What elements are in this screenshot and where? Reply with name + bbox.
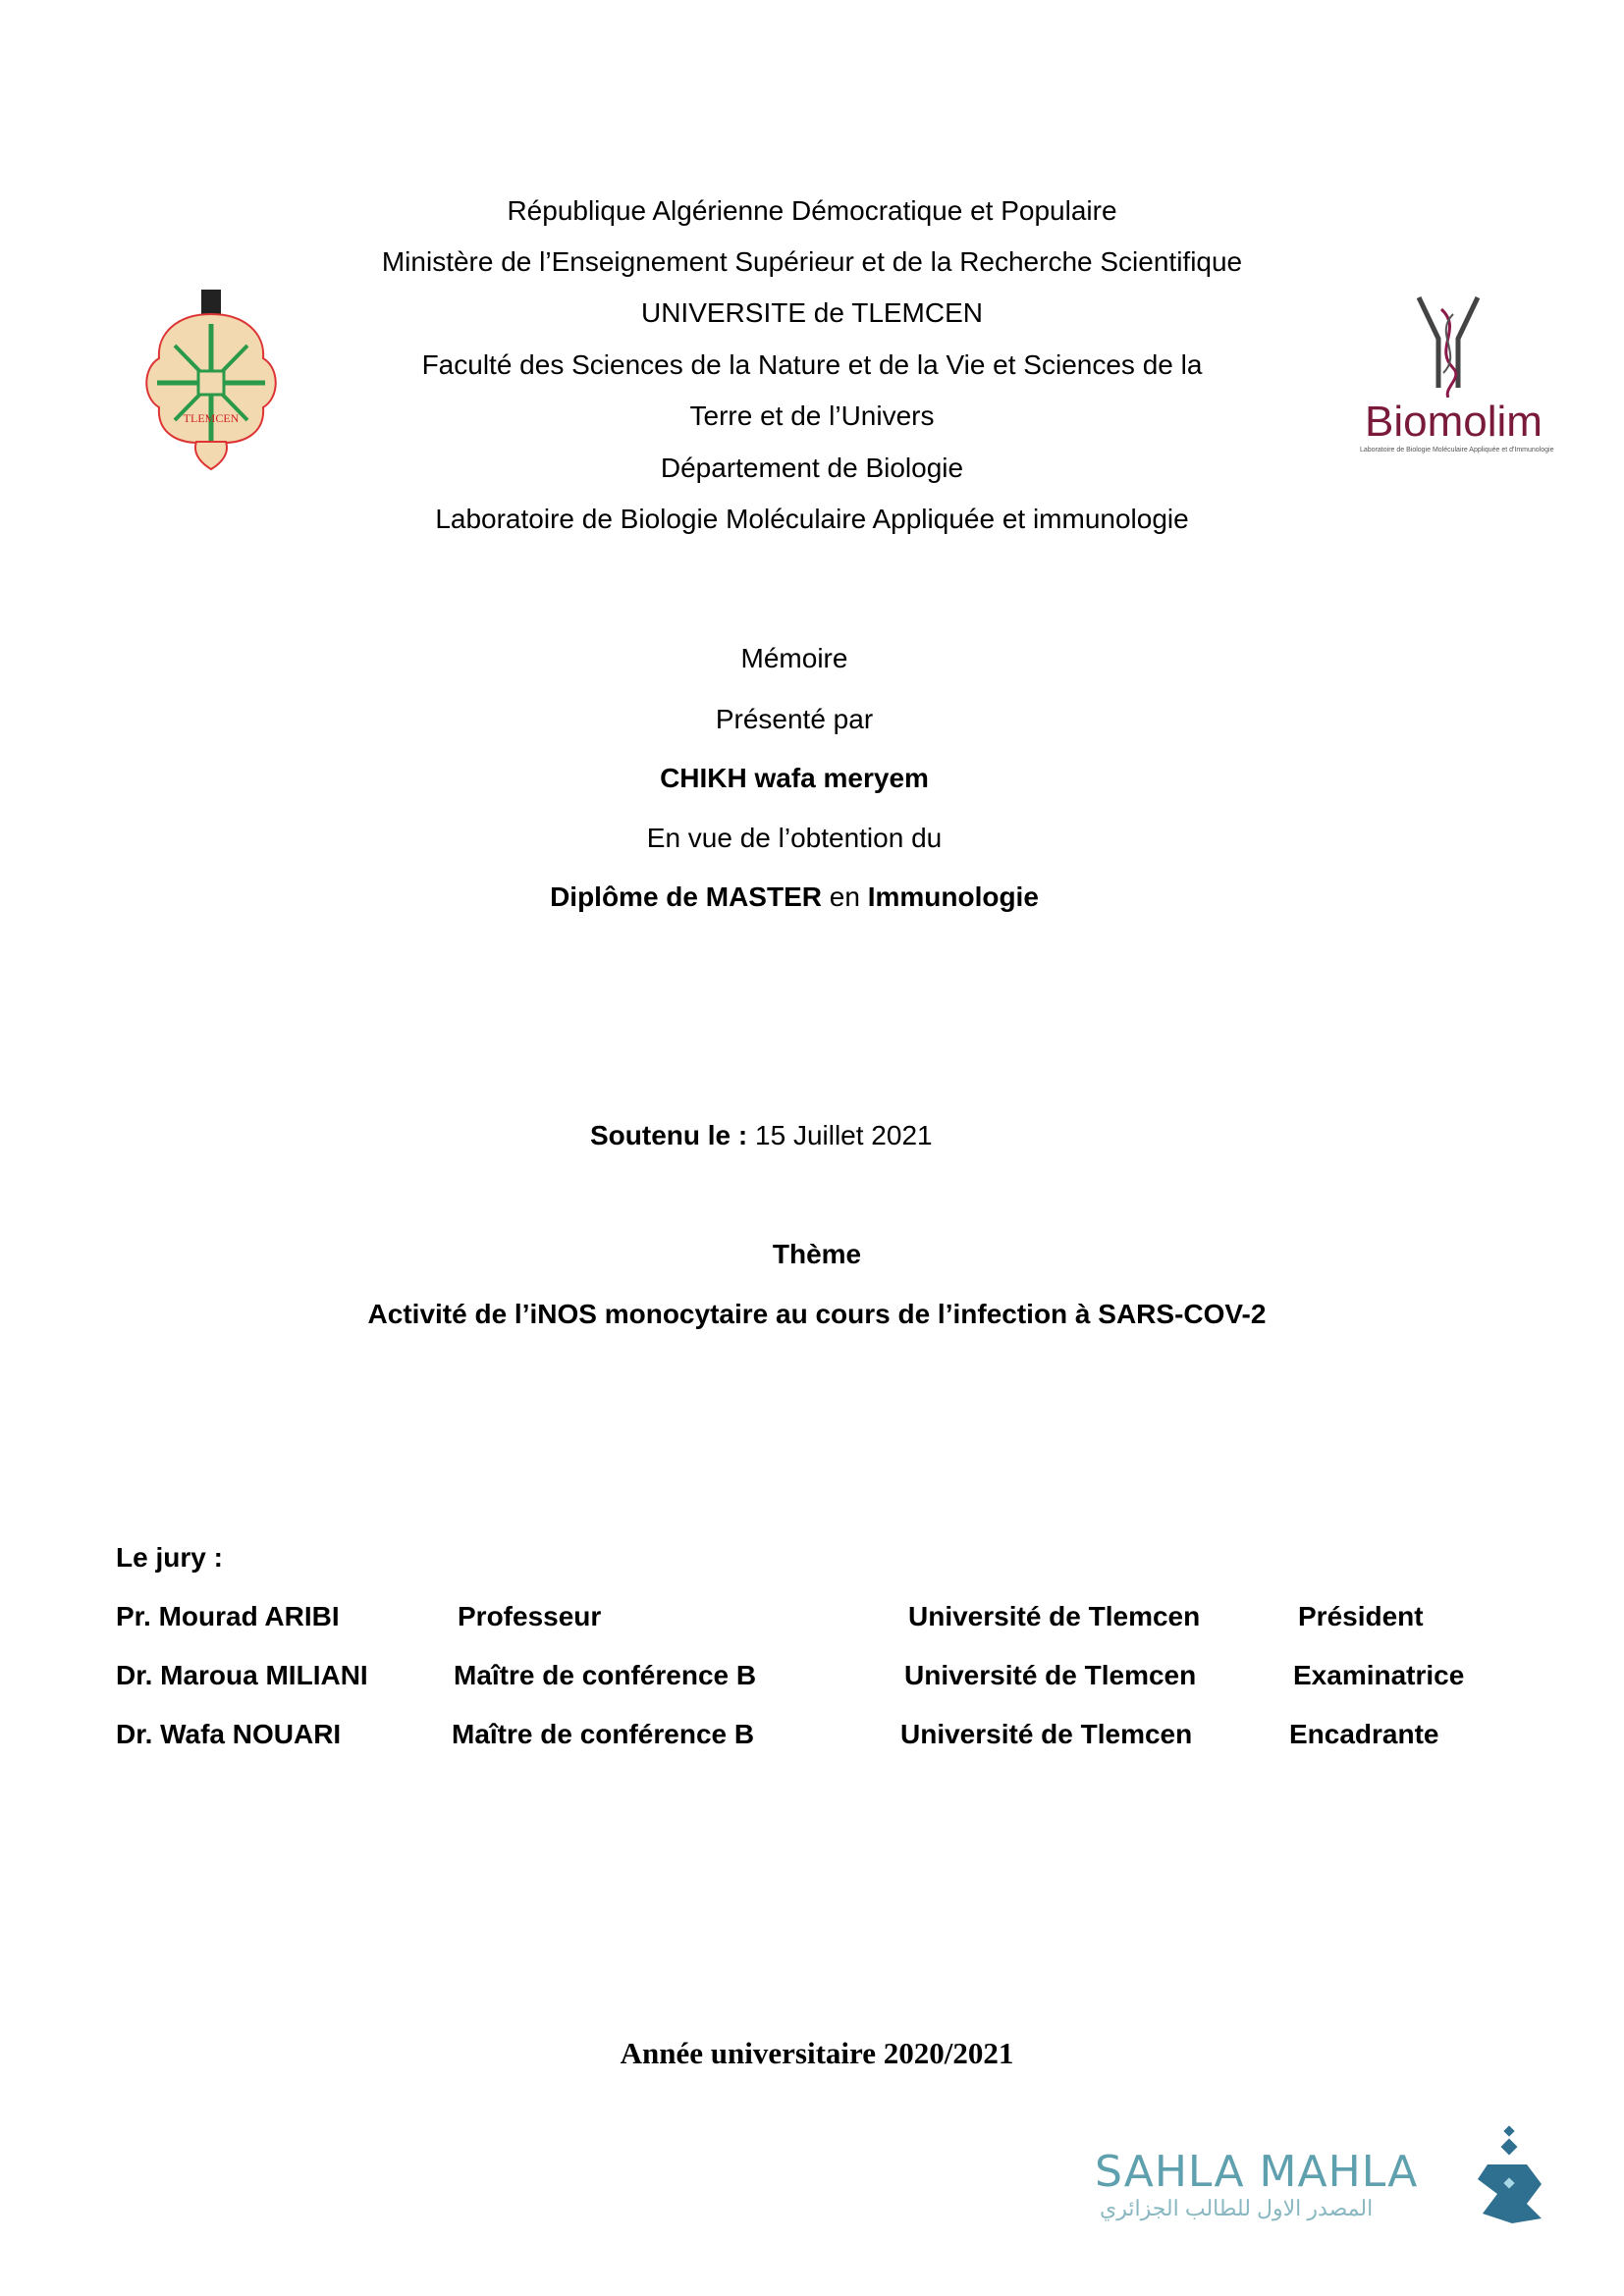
jury-role: Examinatrice	[1293, 1660, 1465, 1690]
sahla-mahla-watermark	[1095, 2125, 1546, 2233]
defense-date: 15 Juillet 2021	[747, 1120, 933, 1150]
author-name: CHIKH wafa meryem	[660, 763, 929, 793]
biomolim-subtitle: Laboratoire de Biologie Moléculaire Appliquée et d'Immunologie	[1360, 447, 1554, 454]
presented-by: Présenté par	[715, 704, 874, 734]
theme-label: Thème	[772, 1239, 862, 1269]
watermark-name: SAHLA MAHLA	[1095, 2147, 1419, 2197]
header-faculty: Faculté des Sciences de la Nature et de la Vie et Sciences de la	[421, 349, 1203, 380]
diploma-en: en	[821, 881, 868, 912]
biomolim-name: Biomolim	[1365, 398, 1543, 446]
in-view-of: En vue de l’obtention du	[646, 823, 943, 853]
academic-year: Année universitaire 2020/2021	[620, 2036, 1014, 2070]
jury-grade: Maître de conférence B	[452, 1719, 755, 1749]
jury-grade: Professeur	[458, 1601, 602, 1631]
jury-institution: Université de Tlemcen	[900, 1719, 1193, 1749]
header-ministry: Ministère de l’Enseignement Supérieur et de la Recherche Scientifique	[381, 246, 1243, 277]
header-laboratory: Laboratoire de Biologie Moléculaire Appliquée et immunologie	[435, 504, 1189, 534]
diploma-field: Immunologie	[867, 881, 1039, 912]
diploma-line	[0, 881, 1606, 914]
header-university: UNIVERSITE de TLEMCEN	[640, 297, 984, 328]
sahla-mahla-calligraphy-icon	[1473, 2125, 1546, 2228]
theme-title: Activité de l’iNOS monocytaire au cours de l’infection à SARS-COV-2	[367, 1299, 1267, 1329]
jury-role: Encadrante	[1289, 1719, 1439, 1749]
watermark-arabic: المصدر الاول للطالب الجزائري	[1100, 2196, 1374, 2220]
header-republic: République Algérienne Démocratique et Populaire	[507, 195, 1117, 226]
jury-name: Dr. Maroua MILIANI	[116, 1660, 368, 1690]
jury-institution: Université de Tlemcen	[904, 1660, 1197, 1690]
defense-label: Soutenu le :	[590, 1120, 748, 1150]
jury-label: Le jury :	[116, 1542, 223, 1573]
jury-role: Président	[1298, 1601, 1424, 1631]
jury-grade: Maître de conférence B	[454, 1660, 757, 1690]
jury-name: Pr. Mourad ARIBI	[116, 1601, 340, 1631]
memoire-label: Mémoire	[740, 643, 848, 673]
jury-name: Dr. Wafa NOUARI	[116, 1719, 342, 1749]
header-faculty-cont: Terre et de l’Univers	[689, 400, 935, 431]
defense-date-line	[590, 1119, 933, 1152]
jury-institution: Université de Tlemcen	[908, 1601, 1201, 1631]
svg-text:TLEMCEN: TLEMCEN	[183, 411, 240, 425]
diploma-title: Diplôme de MASTER	[550, 881, 822, 912]
header-department: Département de Biologie	[660, 453, 964, 483]
